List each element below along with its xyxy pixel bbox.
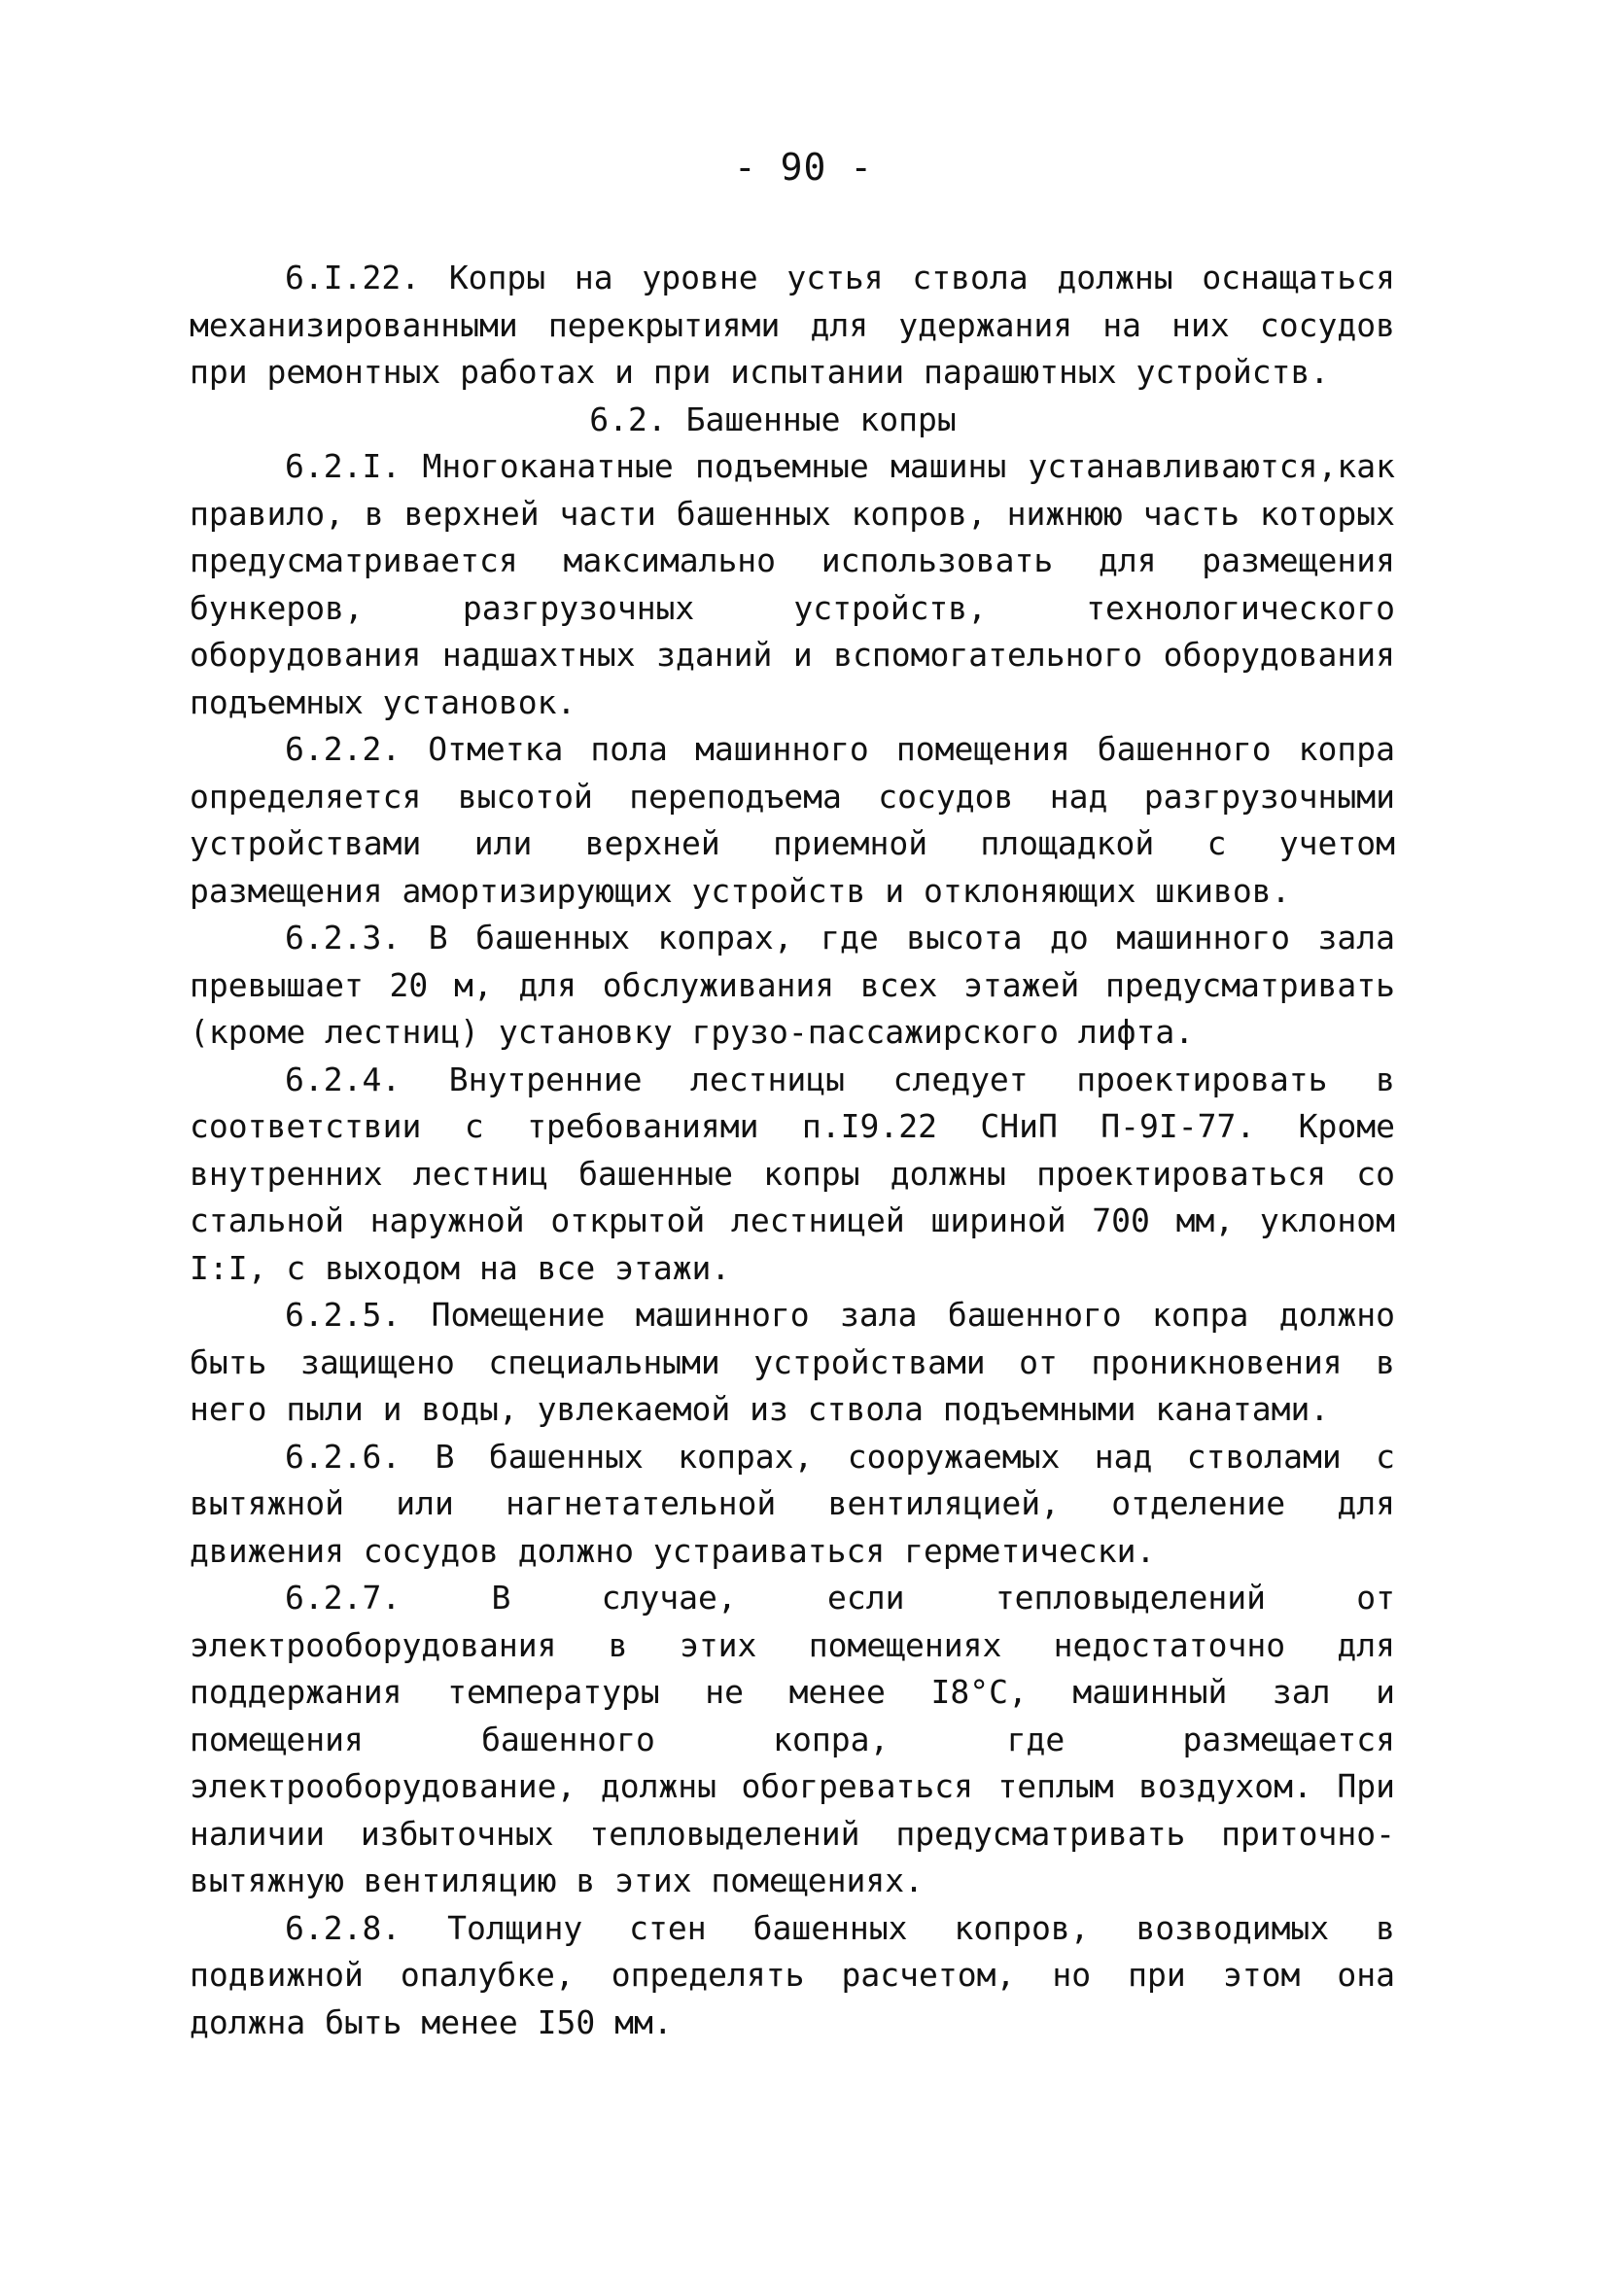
- paragraph-6-2-8: 6.2.8. Толщину стен башенных копров, возводимых в подвижной опалубке, определять расчетом, но при этом она должна быть менее I50 мм.: [190, 1908, 1395, 2041]
- paragraph-6-2-7: 6.2.7. В случае, если тепловыделений от электрооборудования в этих помещениях недостаточно для поддержания температуры не менее I8°С, машинный зал и помещения башенного копра, где размещается электрооборудование, должны обогреваться теплым воздухом. При наличии избыточных тепловыделений предусматривать приточно-вытяжную вентиляцию в этих помещениях.: [190, 1579, 1395, 1899]
- paragraph-6-2-5: 6.2.5. Помещение машинного зала башенного копра должно быть защищено специальными устройствами от проникновения в него пыли и воды, увлекаемой из ствола подъемными канатами.: [190, 1296, 1395, 1428]
- page-number: - 90 -: [733, 146, 874, 189]
- body-text: [190, 255, 1395, 2046]
- paragraph-6-2-3: 6.2.3. В башенных копрах, где высота до машинного зала превышает 20 м, для обслуживания всех этажей предусматривать (кроме лестниц) установку грузо-пассажирского лифта.: [190, 919, 1395, 1051]
- paragraph-6-2-6: 6.2.6. В башенных копрах, сооружаемых над стволами с вытяжной или нагнетательной вентиляцией, отделение для движения сосудов должно устраиваться герметически.: [190, 1437, 1395, 1570]
- paragraph-6-2-1: 6.2.I. Многоканатные подъемные машины устанавливаются,как правило, в верхней части башенных копров, нижнюю часть которых предусматривается максимально использовать для размещения бункеров, разгрузочных устройств, технологического оборудования надшахтных зданий и вспомогательного оборудования подъемных установок.: [190, 447, 1395, 721]
- paragraph-6-1-22: 6.I.22. Копры на уровне устья ствола должны оснащаться механизированными перекрытиями для удержания на них сосудов при ремонтных работах и при испытании парашютных устройств.: [190, 259, 1395, 391]
- section-heading-6-2: 6.2. Башенные копры: [589, 400, 957, 438]
- paragraph-6-2-2: 6.2.2. Отметка пола машинного помещения башенного копра определяется высотой переподъема сосудов над разгрузочными устройствами или верхней приемной площадкой с учетом размещения амортизирующих устройств и отклоняющих шкивов.: [190, 730, 1395, 910]
- paragraph-6-2-4: 6.2.4. Внутренние лестницы следует проектировать в соответствии с требованиями п.I9.22 СНиП П-9I-77. Кроме внутренних лестниц башенные копры должны проектироваться со стальной наружной открытой лестницей шириной 700 мм, уклоном I:I, с выходом на все этажи.: [190, 1060, 1395, 1287]
